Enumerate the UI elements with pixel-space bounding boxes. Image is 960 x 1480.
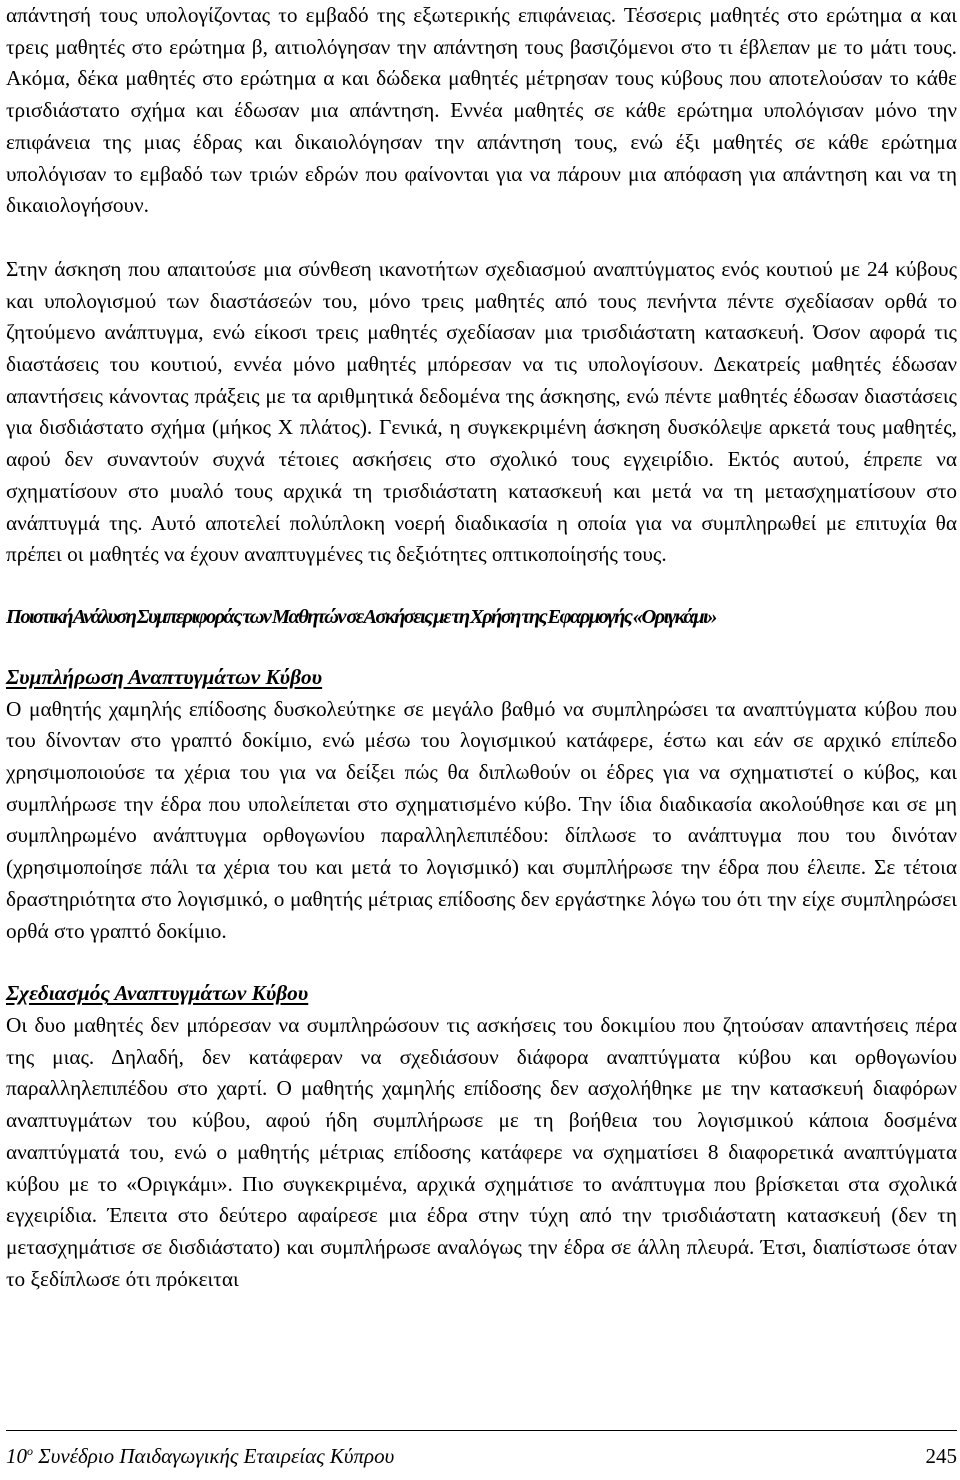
conference-number: 10 [6,1444,27,1468]
page-number: 245 [925,1444,957,1468]
subsection-net-design [6,978,957,1295]
body-paragraph-1: απάντησή τους υπολογίζοντας το εμβαδό της εξωτερικής επιφάνειας. Τέσσερις μαθητές στο ερώτημα α και τρεις μαθητές στο ερώτημα β, αιτιολόγησαν την απάντηση τους βασιζόμενοι στο τι έβλεπαν με το μάτι τους. Ακόμα, δέκα μαθητές στο ερώτημα α και δώδεκα μαθητές μέτρησαν τους κύβους που αποτελούσαν το κάθε τρισδιάστατο σχήμα και έδωσαν μια απάντηση. Εννέα μαθητές σε κάθε ερώτημα υπολόγισαν μόνο την επιφάνεια της μιας έδρας και δικαιολόγησαν την απάντηση τους, ενώ έξι μαθητές σε κάθε ερώτημα υπολόγισαν το εμβαδό των τριών εδρών που φαίνονται για να πάρουν μια απόφαση για απάντηση και να τη δικαιολογήσουν. [6,3,957,218]
section-heading: Ποιοτική Ανάλυση Συμπεριφοράς των Μαθητών σε Ασκήσεις με τη Χρήση της Εφαρμογής «Οριγκάμι» [6,605,716,628]
page-content [6,0,957,1295]
subsection-body: Ο μαθητής χαμηλής επίδοσης δυσκολεύτηκε σε μεγάλο βαθμό να συμπληρώσει τα αναπτύγματα κύβου που του δίνονταν στο γραπτό δοκίμιο, ενώ μέσω του λογισμικού κατάφερε, έστω και εάν σε αρχικό επίπεδο χρησιμοποιούσε τα χέρια του για να δείξει πώς θα διπλωθούν οι έδρες για να σχηματιστεί ο κύβος, και συμπλήρωσε την έδρα που υπολείπεται στο σχηματισμένο κύβο. Την ίδια διαδικασία ακολούθησε και σε μη συμπληρωμένο ανάπτυγμα ορθογωνίου παραλληλεπιπέδου: δίπλωσε το ανάπτυγμα που του δινόταν (χρησιμοποίησε πάλι τα χέρια του και μετά το λογισμικό) και συμπλήρωσε την έδρα που έλειπε. Σε τέτοια δραστηριότητα στο λογισμικό, ο μαθητής μέτριας επίδοσης δεν εργάστηκε λόγω του ότι την είχε συμπληρώσει ορθά στο γραπτό δοκίμιο. [6,696,957,943]
body-paragraph-2: Στην άσκηση που απαιτούσε μια σύνθεση ικανοτήτων σχεδιασμού αναπτύγματος ενός κουτιού με 24 κύβους και υπολογισμού των διαστάσεών του, μόνο τρεις μαθητές από τους πενήντα πέντε σχεδίασαν ορθά το ζητούμενο ανάπτυγμα, ενώ είκοσι τρεις μαθητές σχεδίασαν μια τρισδιάστατη κατασκευή. Όσον αφορά τις διαστάσεις του κουτιού, εννέα μόνο μαθητές μπόρεσαν να τις υπολογίσουν. Δεκατρείς μαθητές έδωσαν απαντήσεις κάνοντας πράξεις με τα αριθμητικά δεδομένα της άσκησης, ενώ πέντε μαθητές έδωσαν διαστάσεις για δισδιάστατο σχήμα (μήκος Χ πλάτος). Γενικά, η συγκεκριμένη άσκηση δυσκόλεψε αρκετά τους μαθητές, αφού δεν συναντούν συχνά τέτοιες ασκήσεις στο σχολικό τους εγχειρίδιο. Εκτός αυτού, έπρεπε να σχηματίσουν στο μυαλό τους αρχικά τη τρισδιάστατη κατασκευή και μετά να τη μετασχηματίσουν στο ανάπτυγμά της. Αυτό αποτελεί πολύπλοκη νοερή διαδικασία η οποία για να συμπληρωθεί με επιτυχία θα πρέπει οι μαθητές να έχουν αναπτυγμένες τις δεξιότητες οπτικοποίησής τους. [6,256,957,567]
subsection-net-completion [6,662,957,947]
conference-name: Συνέδριο Παιδαγωγικής Εταιρείας Κύπρου [38,1444,395,1468]
subsection-heading: Συμπλήρωση Αναπτυγμάτων Κύβου [6,664,323,689]
conference-ordinal: ο [27,1444,33,1458]
subsection-heading: Σχεδιασμός Αναπτυγμάτων Κύβου [6,981,309,1006]
subsection-body: Οι δυο μαθητές δεν μπόρεσαν να συμπληρώσουν τις ασκήσεις του δοκιμίου που ζητούσαν απαντήσεις πέρα της μιας. Δηλαδή, δεν κατάφεραν να σχεδιάσουν διάφορα αναπτύγματα κύβου και ορθογωνίου παραλληλεπιπέδου στο χαρτί. Ο μαθητής χαμηλής επίδοσης δεν ασχολήθηκε με την κατασκευή διαφόρων αναπτυγμάτων του κύβου, αφού ήδη συμπλήρωσε με τη βοήθεια του λογισμικού κάποια δοσμένα αναπτύγματά του, ενώ ο μαθητής μέτριας επίδοσης κατάφερε να σχηματίσει 8 διαφορετικά αναπτύγματα κύβου με το «Οριγκάμι». Πιο συγκεκριμένα, αρχικά σχημάτισε το ανάπτυγμα που βρίσκεται στα σχολικά εγχειρίδια. Έπειτα στο δεύτερο αφαίρεσε μια έδρα στην τύχη από την τρισδιάστατη κατασκευή (δεν τη μετασχημάτισε σε δισδιάστατο) και συμπλήρωσε αναλόγως την έδρα σε άλλη πλευρά. Έτσι, διαπίστωσε όταν το ξεδίπλωσε ότι πρόκειται [6,1012,957,1291]
conference-title [6,1442,394,1470]
page-footer [6,1430,957,1480]
